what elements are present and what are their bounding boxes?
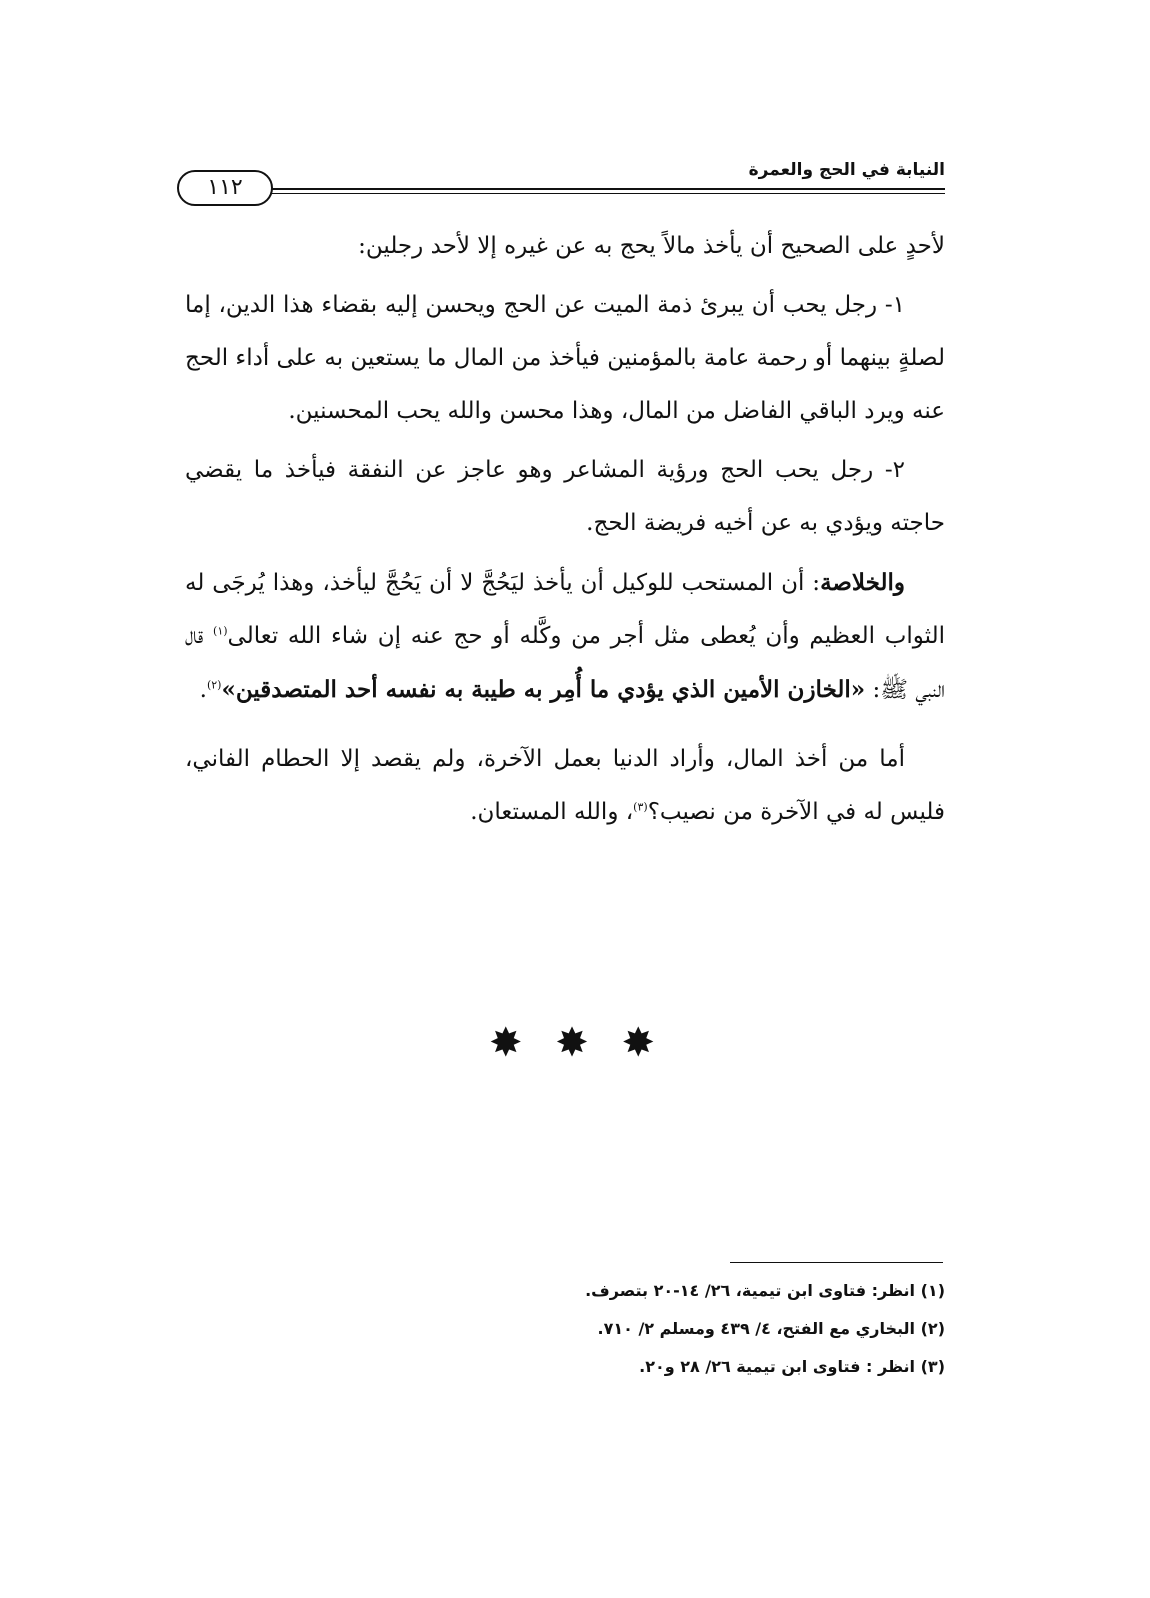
section-ornament (0, 1020, 1150, 1066)
paragraph-intro: لأحدٍ على الصحيح أن يأخذ مالاً يحج به عن غيره إلا لأحد رجلين: (358, 233, 945, 259)
paragraph-point-1: ١- رجل يحب أن يبرئ ذمة الميت عن الحج ويحسن إليه بقضاء هذا الدين، إما لصلةٍ بينهما أو رحمة عامة بالمؤمنين فيأخذ من المال ما يستعين به على أداء الحج عنه ويرد الباقي الفاضل من المال، وهذا محسن والله يحب المحسنين. (185, 292, 945, 424)
ornament-star-icon: ✸ (555, 1020, 595, 1066)
footnote-2: (٢) البخاري مع الفتح، ٤/ ٤٣٩ ومسلم ٢/ ٧١٠. (597, 1319, 945, 1338)
conclusion-text: أما من أخذ المال، وأراد الدنيا بعمل الآخرة، ولم يقصد إلا الحطام الفاني، فليس له في الآخرة من نصيب؟ (185, 746, 945, 825)
footnote-separator (730, 1262, 943, 1263)
footnote-1: (١) انظر: فتاوى ابن تيمية، ٢٦/ ١٤-٢٠ بتصرف. (585, 1281, 945, 1300)
paragraph-conclusion (185, 733, 945, 839)
body-text (185, 220, 945, 839)
footnotes (185, 1272, 945, 1386)
summary-label: والخلاصة (820, 569, 905, 596)
page-number: ١١٢ (177, 170, 273, 206)
ornament-star-icon: ✸ (489, 1020, 529, 1066)
hadith-intro: قال النبي ﷺ: (185, 623, 945, 703)
ornament-star-icon: ✸ (621, 1020, 661, 1066)
footnote-ref-2[interactable]: (٢) (206, 678, 222, 692)
summary-text: : أن المستحب للوكيل أن يأخذ ليَحُجَّ لا أن يَحُجَّ ليأخذ، وهذا يُرجَى له الثواب العظيم وأن يُعطى مثل أجر من وكَّله أو حج عنه إن شاء الله تعالى (185, 570, 945, 649)
footnote-ref-1[interactable]: (١) (213, 624, 228, 638)
header-rule-thin (185, 193, 945, 194)
hadith-quote: «الخازن الأمين الذي يؤدي ما أُمِر به طيبة به نفسه أحد المتصدقين» (221, 676, 866, 703)
footnote-ref-3[interactable]: (٣) (633, 800, 648, 814)
conclusion-end: ، والله المستعان. (470, 799, 634, 825)
paragraph-summary (185, 556, 945, 717)
header-rule (185, 188, 945, 190)
paragraph-point-2: ٢- رجل يحب الحج ورؤية المشاعر وهو عاجز عن النفقة فيأخذ ما يقضي حاجته ويؤدي به عن أخيه فريضة الحج. (185, 457, 945, 536)
summary-end: . (199, 677, 207, 703)
header-title: النيابة في الحج والعمرة (748, 160, 945, 180)
running-header (185, 160, 945, 210)
footnote-3: (٣) انظر : فتاوى ابن تيمية ٢٦/ ٢٨ و٢٠. (639, 1357, 945, 1376)
